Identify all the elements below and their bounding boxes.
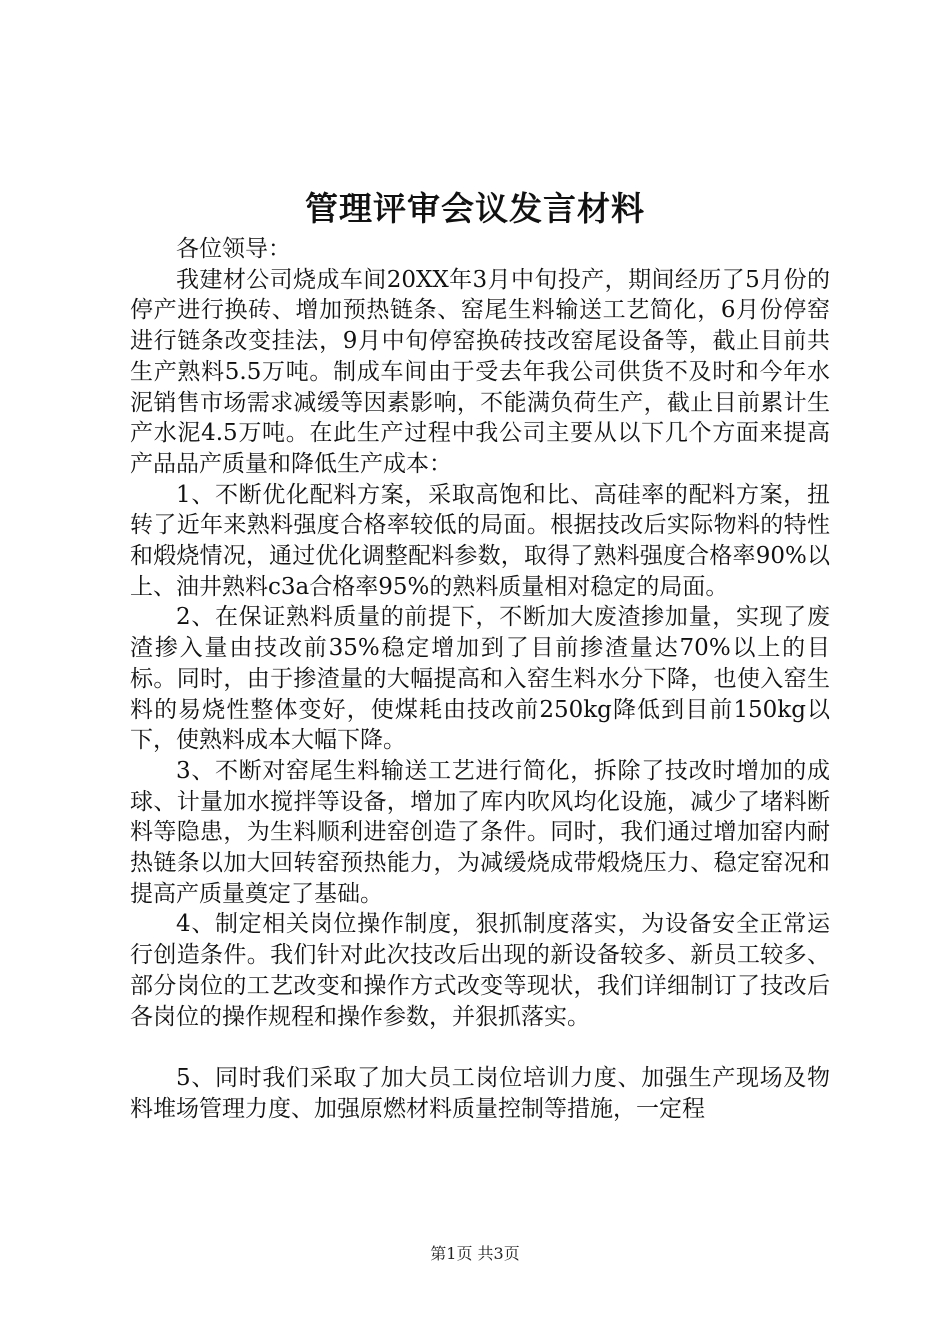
document-body [130,234,830,1125]
paragraph-item-4: 4、制定相关岗位操作制度，狠抓制度落实，为设备安全正常运行创造条件。我们针对此次技改后出现的新设备较多、新员工较多、部分岗位的工艺改变和操作方式改变等现状，我们详细制订了技改后各岗位的操作规程和操作参数，并狠抓落实。 [130,911,830,1030]
page-footer: 第1页 共3页 [430,1244,520,1263]
paragraph-intro: 我建材公司烧成车间20XX年3月中旬投产，期间经历了5月份的停产进行换砖、增加预热链条、窑尾生料输送工艺简化，6月份停窑进行链条改变挂法，9月中旬停窑换砖技改窑尾设备等，截止目前共生产熟料5.5万吨。制成车间由于受去年我公司供货不及时和今年水泥销售市场需求减缓等因素影响，不能满负荷生产，截止目前累计生产水泥4.5万吨。在此生产过程中我公司主要从以下几个方面来提高产品品产质量和降低生产成本： [130,266,830,477]
paragraph-item-2: 2、在保证熟料质量的前提下，不断加大废渣掺加量，实现了废渣掺入量由技改前35%稳定增加到了目前掺渣量达70%以上的目标。同时，由于掺渣量的大幅提高和入窑生料水分下降，也使入窑生料的易烧性整体变好，使煤耗由技改前250kg降低到目前150kg以下，使熟料成本大幅下降。 [130,604,830,754]
paragraph-item-1: 1、不断优化配料方案，采取高饱和比、高硅率的配料方案，扭转了近年来熟料强度合格率较低的局面。根据技改后实际物料的特性和煅烧情况，通过优化调整配料参数，取得了熟料强度合格率90%以上、油井熟料c3a合格率95%的熟料质量相对稳定的局面。 [130,481,830,600]
greeting-line: 各位领导： [176,236,291,262]
paragraph-item-3: 3、不断对窑尾生料输送工艺进行简化，拆除了技改时增加的成球、计量加水搅拌等设备，增加了库内吹风均化设施，减少了堵料断料等隐患，为生料顺利进窑创造了条件。同时，我们通过增加窑内耐热链条以加大回转窑预热能力，为减缓烧成带煅烧压力、稳定窑况和提高产质量奠定了基础。 [130,757,830,907]
paragraph-item-5: 5、同时我们采取了加大员工岗位培训力度、加强生产现场及物料堆场管理力度、加强原燃材料质量控制等措施，一定程 [130,1065,830,1122]
document-title: 管理评审会议发言材料 [305,189,645,228]
